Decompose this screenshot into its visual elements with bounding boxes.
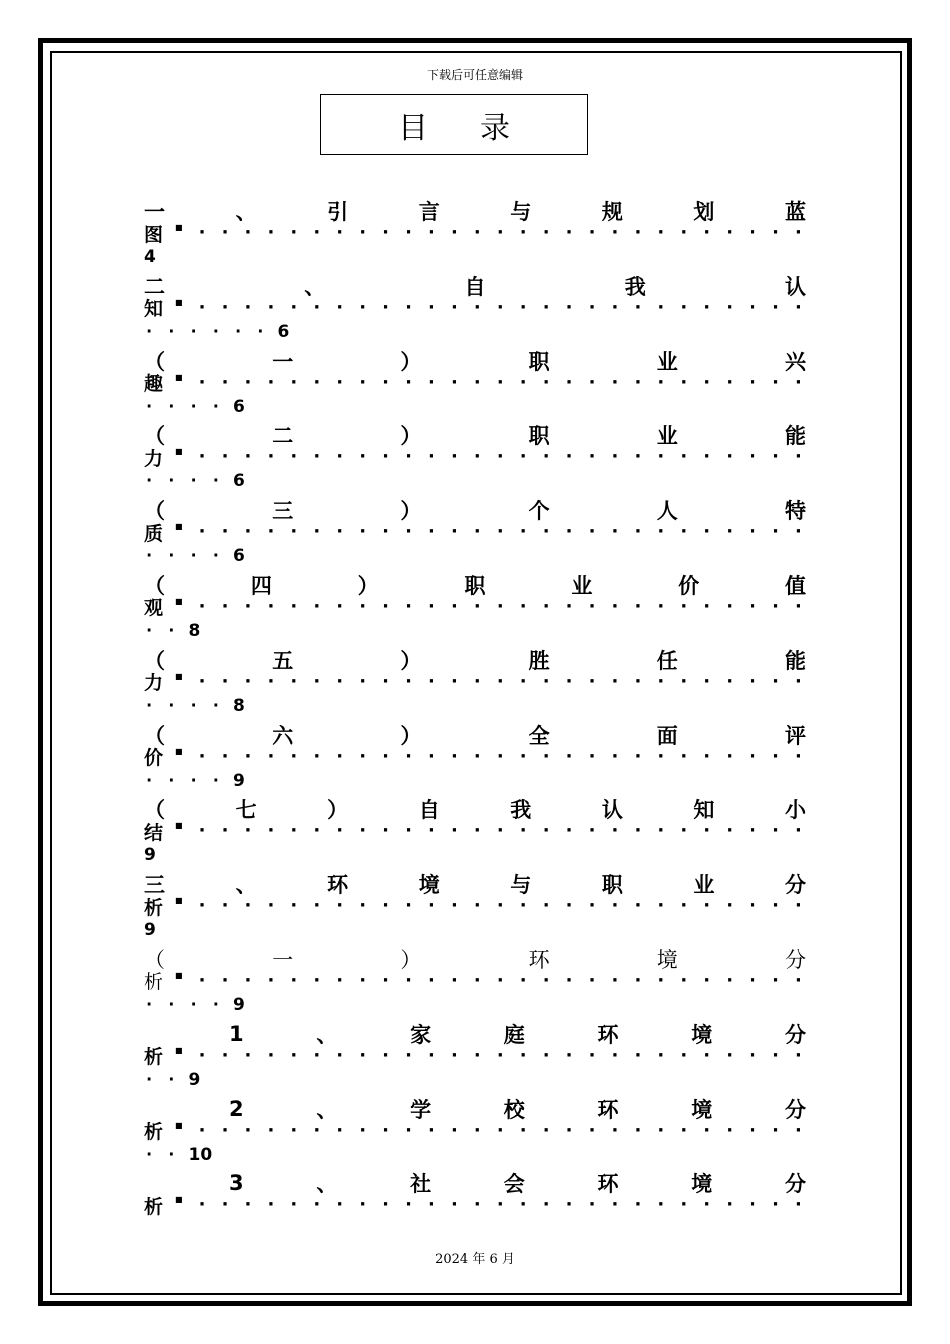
toc-entry-page-line: · · · · 9 (144, 994, 245, 1015)
toc-heading-char: ） (400, 424, 422, 449)
toc-heading-char: 人 (656, 499, 678, 524)
toc-heading-char: 3 (229, 1171, 244, 1196)
toc-heading-char: 社 (410, 1172, 432, 1197)
toc-page-number: 9 (144, 920, 156, 941)
toc-entry (144, 944, 806, 1019)
toc-leader-dots: ■ · · · · · · · · · · · · · · · · · · · · · · · · · · · (175, 670, 802, 692)
toc-leader-dots: ■ · · · · · · · · · · · · · · · · · · · · · · · · · · · (175, 521, 802, 543)
toc-heading-char: ） (400, 349, 422, 374)
toc-heading-char: 言 (418, 200, 440, 224)
toc-entry (144, 869, 806, 944)
toc-heading-char: 、 (235, 200, 257, 224)
toc-heading-char: ） (400, 723, 422, 748)
toc-page-number: 8 (188, 620, 201, 641)
toc-heading-char: 一 (272, 947, 294, 972)
toc-entry-leader-line (144, 594, 806, 620)
toc-entry-page-line (144, 919, 156, 941)
toc-leader-dots: ■ · · · · · · · · · · · · · · · · · · · · · · · · · · · (175, 1119, 802, 1141)
toc-heading-last-char: 价 (144, 747, 164, 770)
toc-heading-char: 能 (784, 424, 806, 449)
toc-leader-dots: ■ · · · · · · · · · · · · · · · · · · · · · · · · · · · (175, 745, 802, 767)
toc-leader-dots: ■ · · · · · · · · · · · · · · · · · · · · · · · · · · · (175, 296, 802, 318)
toc-heading-char: （ (144, 499, 165, 524)
toc-heading-char: 庭 (503, 1022, 525, 1047)
toc-heading-char: 胜 (528, 648, 550, 673)
toc-heading-char: ） (400, 947, 422, 972)
toc-heading-last-char: 力 (144, 447, 164, 470)
toc-heading-char: （ (144, 424, 165, 449)
toc-heading-char: 1 (229, 1021, 244, 1046)
toc-entry-leader-line (144, 1043, 806, 1069)
toc-heading-char: 业 (693, 873, 715, 898)
toc-heading-last-char: 结 (144, 821, 164, 844)
toc-heading-char: 个 (528, 499, 550, 524)
toc-page-number: 9 (188, 1069, 201, 1090)
toc-heading-char: 与 (510, 873, 532, 898)
toc-entry (144, 720, 806, 795)
toc-heading-char: 五 (272, 648, 294, 673)
toc-heading-char: 职 (528, 424, 550, 449)
toc-heading-char: 规 (601, 200, 623, 224)
toc-page-number: 6 (277, 321, 290, 342)
toc-heading-char: ） (327, 798, 349, 823)
toc-page-number: 4 (144, 247, 156, 267)
toc-title-box (320, 94, 588, 155)
toc-heading-char: 分 (784, 1172, 806, 1197)
toc-leader-dots: ■ · · · · · · · · · · · · · · · · · · · · · · · · · · · (175, 1194, 802, 1216)
toc-heading-last-char: 析 (144, 1046, 164, 1069)
toc-heading-char: 境 (691, 1022, 713, 1047)
toc-entry-page-line (144, 844, 156, 866)
toc-heading-char: 境 (691, 1097, 713, 1122)
toc-heading-char: 家 (410, 1022, 432, 1047)
toc-entry (144, 346, 806, 421)
toc-heading-char: 划 (693, 200, 715, 224)
toc-page-number: 6 (233, 396, 245, 417)
toc-entry-page-line: · · · · 6 (144, 471, 245, 492)
toc-leader-dots: ■ · · · · · · · · · · · · · · · · · · · · · · · · · · · (175, 1044, 802, 1066)
toc-heading-char: 分 (784, 947, 806, 972)
toc-heading-last-char: 析 (144, 896, 164, 919)
toc-entry-leader-line (144, 295, 806, 321)
toc-page-number: 6 (233, 546, 245, 567)
toc-heading-char: 业 (656, 349, 678, 374)
toc-heading-char: 环 (597, 1097, 619, 1122)
toc-leader-dots: ■ · · · · · · · · · · · · · · · · · · · · · · · · · · · (175, 446, 802, 468)
toc-entry-leader-line (144, 744, 806, 770)
toc-leader-dots: ■ · · · · · · · · · · · · · · · · · · · · · · · · · · · (175, 371, 802, 393)
toc-entry-leader-line (144, 893, 806, 919)
toc-heading-char: 六 (272, 723, 294, 748)
toc-heading-char: 一 (272, 349, 294, 374)
toc-heading-char: 业 (571, 573, 593, 598)
toc-heading-char: 我 (510, 798, 532, 823)
toc-page-number: 9 (233, 770, 245, 791)
table-of-contents (144, 196, 806, 1243)
toc-heading-last-char: 质 (144, 522, 164, 545)
toc-entry-leader-line (144, 968, 806, 994)
toc-entry-leader-line (144, 519, 806, 545)
toc-entry (144, 1094, 806, 1169)
toc-heading-char: 值 (784, 573, 806, 598)
toc-leader-dots: ■ · · · · · · · · · · · · · · · · · · · · · · · · · · · (175, 895, 802, 917)
toc-heading-last-char: 观 (144, 597, 164, 620)
toc-entry-page-line: · · · · 6 (144, 546, 245, 567)
toc-page-number: 9 (233, 994, 245, 1015)
toc-heading-char: 自 (418, 798, 440, 823)
toc-heading-char: 四 (250, 573, 272, 598)
toc-heading-char: 环 (528, 947, 550, 972)
toc-heading-last-char: 知 (144, 298, 164, 321)
toc-heading-char: 学 (410, 1097, 432, 1122)
toc-heading-char: 我 (624, 274, 646, 299)
toc-heading-last-char: 趣 (144, 373, 164, 396)
toc-title: 目录 (398, 110, 562, 146)
toc-heading-last-char: 析 (144, 1121, 164, 1144)
toc-entry-page-line: · · · · 6 (144, 396, 245, 417)
toc-heading-char: 分 (784, 1022, 806, 1047)
toc-entry-leader-line (144, 1192, 806, 1218)
toc-heading-char: 、 (316, 1022, 338, 1047)
toc-entry-page-line: · · 9 (144, 1069, 201, 1090)
toc-heading-char: ） (357, 573, 379, 598)
toc-heading-char: 引 (327, 200, 349, 224)
toc-page-number: 8 (233, 695, 245, 716)
toc-heading-char: 二 (272, 424, 294, 449)
toc-heading-char: 特 (784, 499, 806, 524)
toc-heading-char: 评 (784, 723, 806, 748)
toc-heading-char: 分 (784, 1097, 806, 1122)
toc-heading-char: （ (144, 798, 165, 823)
toc-entry-leader-line (144, 818, 806, 844)
toc-entry-page-line: · · 8 (144, 620, 201, 641)
toc-heading-char: 校 (503, 1097, 525, 1122)
toc-heading-char: 环 (597, 1172, 619, 1197)
toc-heading-char: 价 (678, 573, 700, 598)
toc-heading-char: 兴 (784, 349, 806, 374)
toc-entry-page-line: · · · · 8 (144, 695, 245, 716)
toc-heading-char: 三 (272, 499, 294, 524)
toc-heading-char: 全 (528, 723, 550, 748)
toc-entry (144, 420, 806, 495)
toc-heading-char: 与 (510, 200, 532, 224)
toc-heading-char: 、 (235, 873, 257, 898)
toc-entry (144, 570, 806, 645)
toc-entry (144, 271, 806, 346)
toc-entry (144, 495, 806, 570)
toc-leader-dots: ■ · · · · · · · · · · · · · · · · · · · · · · · · · · · (175, 222, 802, 243)
toc-heading-char: （ (144, 947, 165, 972)
toc-page-number: 10 (188, 1144, 213, 1165)
toc-heading-char: 分 (784, 873, 806, 898)
toc-heading-char: 、 (316, 1097, 338, 1122)
toc-entry-leader-line (144, 444, 806, 470)
toc-heading-last-char: 力 (144, 672, 164, 695)
toc-page-number: 6 (233, 471, 245, 492)
toc-heading-char: 业 (656, 424, 678, 449)
toc-heading-char: 、 (316, 1172, 338, 1197)
toc-heading-char: 三 (144, 873, 165, 898)
toc-heading-char: 环 (597, 1022, 619, 1047)
toc-heading-char: 知 (693, 798, 715, 823)
toc-heading-char: （ (144, 349, 165, 374)
toc-heading-char: （ (144, 648, 165, 673)
toc-heading-char: 、 (304, 274, 326, 299)
toc-entry (144, 645, 806, 720)
toc-heading-char: 七 (235, 798, 257, 823)
toc-heading-char: 认 (601, 798, 623, 823)
toc-heading-char: ） (400, 648, 422, 673)
toc-heading-char: （ (144, 573, 165, 598)
toc-entry-page-line: · · · · · · 6 (144, 321, 290, 342)
header-note: 下载后可任意编辑 (426, 68, 523, 82)
toc-heading-char: 境 (418, 873, 440, 898)
toc-heading-char: 自 (464, 274, 486, 299)
toc-entry-page-line (144, 246, 156, 268)
toc-entry-page-line: · · 10 (144, 1144, 213, 1165)
toc-leader-dots: ■ · · · · · · · · · · · · · · · · · · · · · · · · · · · (175, 595, 802, 617)
toc-heading-char: 蓝 (784, 200, 806, 224)
toc-heading-char: 职 (601, 873, 623, 898)
toc-entry-leader-line (144, 669, 806, 695)
toc-entry-leader-line (144, 370, 806, 396)
toc-entry (144, 794, 806, 869)
toc-heading-char: 2 (229, 1096, 244, 1121)
toc-heading-char: 境 (691, 1172, 713, 1197)
toc-heading-char: （ (144, 723, 165, 748)
toc-heading-char: 职 (528, 349, 550, 374)
toc-entry (144, 1019, 806, 1094)
toc-heading-last-char: 图 (144, 223, 164, 246)
toc-leader-dots: ■ · · · · · · · · · · · · · · · · · · · · · · · · · · · (175, 820, 802, 842)
footer-date: 2024 年 6 月 (435, 1252, 515, 1267)
toc-page-number: 9 (144, 845, 156, 866)
toc-heading-char: 会 (503, 1172, 525, 1197)
toc-heading-char: ） (400, 499, 422, 524)
toc-heading-char: 能 (784, 648, 806, 673)
toc-entry-page-line: · · · · 9 (144, 770, 245, 791)
toc-heading-char: 境 (656, 947, 678, 972)
toc-heading-char: 环 (327, 873, 349, 898)
toc-heading-char: 认 (785, 274, 806, 299)
toc-heading-last-char: 析 (144, 971, 164, 994)
toc-heading-char: 面 (656, 723, 678, 748)
toc-heading-char: 一 (144, 200, 165, 224)
toc-heading-char: 二 (144, 274, 165, 299)
toc-heading-char: 任 (656, 648, 678, 673)
toc-entry (144, 196, 806, 271)
toc-entry (144, 1168, 806, 1243)
toc-entry-leader-line (144, 220, 806, 246)
toc-heading-char: 职 (464, 573, 486, 598)
toc-entry-leader-line (144, 1118, 806, 1144)
toc-leader-dots: ■ · · · · · · · · · · · · · · · · · · · · · · · · · · · (175, 969, 802, 991)
toc-heading-last-char: 析 (144, 1195, 164, 1218)
toc-heading-char: 小 (784, 798, 806, 823)
